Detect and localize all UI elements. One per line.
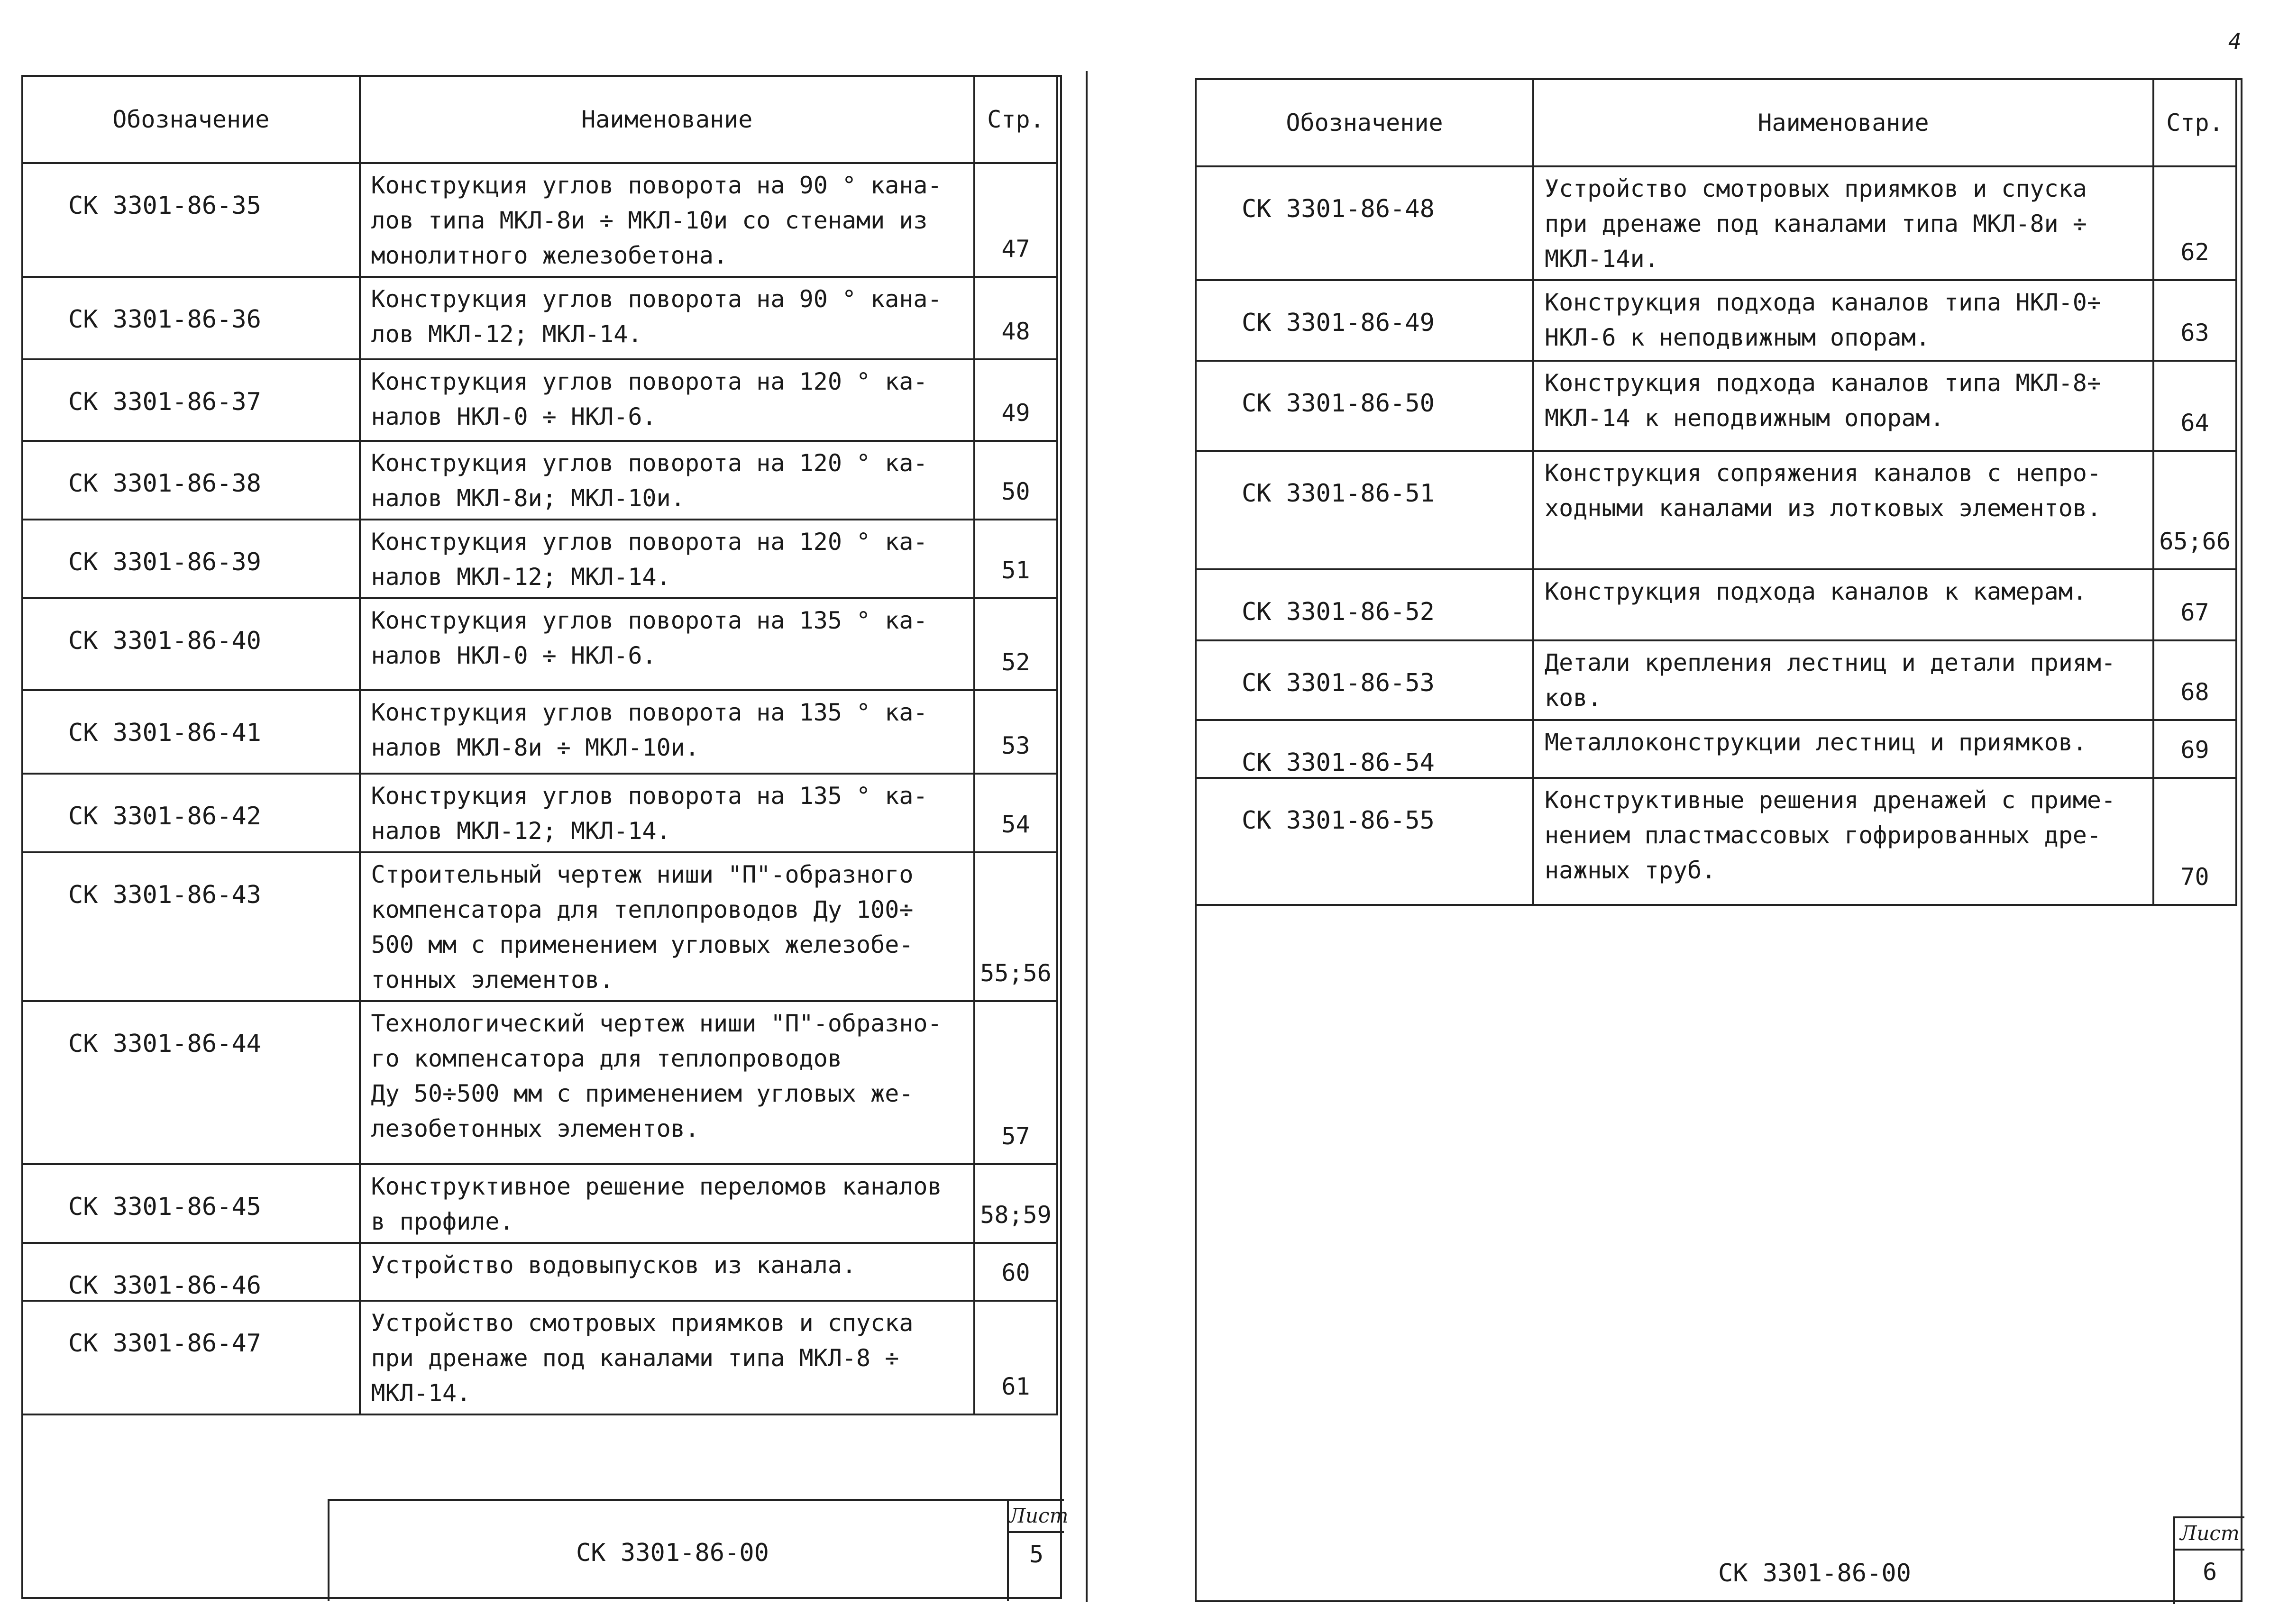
row-designation: СК 3301-86-52 bbox=[1196, 569, 1533, 640]
row-page: 51 bbox=[974, 520, 1057, 598]
row-name: Строительный чертеж ниши "П"-образного компенсатора для теплопроводов Ду 100÷ 500 мм с применением угловых железобе- тонных элементов. bbox=[360, 852, 974, 1001]
table-row bbox=[22, 1164, 1057, 1243]
table-row bbox=[1196, 778, 2236, 905]
row-name: Конструкция углов поворота на 135 ° ка- налов МКЛ-8и ÷ МКЛ-10и. bbox=[360, 690, 974, 774]
row-name: Конструкция углов поворота на 90 ° кана- лов МКЛ-12; МКЛ-14. bbox=[360, 277, 974, 359]
row-page: 52 bbox=[974, 598, 1057, 690]
row-page: 68 bbox=[2153, 640, 2236, 720]
table-row bbox=[22, 598, 1057, 690]
row-name: Конструкция подхода каналов к камерам. bbox=[1533, 569, 2153, 640]
row-page: 65;66 bbox=[2153, 451, 2236, 569]
row-name: Конструктивное решение переломов каналов в профиле. bbox=[360, 1164, 974, 1243]
row-designation: СК 3301-86-49 bbox=[1196, 280, 1533, 361]
row-designation: СК 3301-86-36 bbox=[22, 277, 360, 359]
row-page: 53 bbox=[974, 690, 1057, 774]
row-designation: СК 3301-86-48 bbox=[1196, 166, 1533, 280]
row-designation: СК 3301-86-51 bbox=[1196, 451, 1533, 569]
row-name: Конструкция углов поворота на 120 ° ка- налов НКЛ-0 ÷ НКЛ-6. bbox=[360, 359, 974, 441]
row-name: Конструкция подхода каналов типа НКЛ-0÷ НКЛ-6 к неподвижным опорам. bbox=[1533, 280, 2153, 361]
sheet-number: 6 bbox=[2202, 1558, 2217, 1586]
table-row bbox=[1196, 569, 2236, 640]
row-page: 69 bbox=[2153, 720, 2236, 778]
title-block-left bbox=[328, 1499, 1069, 1601]
row-designation: СК 3301-86-42 bbox=[22, 774, 360, 852]
table-row bbox=[22, 441, 1057, 520]
header-designation: Обозначение bbox=[1196, 79, 1533, 166]
row-designation: СК 3301-86-50 bbox=[1196, 361, 1533, 451]
row-designation: СК 3301-86-53 bbox=[1196, 640, 1533, 720]
row-designation: СК 3301-86-37 bbox=[22, 359, 360, 441]
row-page: 54 bbox=[974, 774, 1057, 852]
table-header-row bbox=[1196, 79, 2236, 166]
row-designation: СК 3301-86-40 bbox=[22, 598, 360, 690]
row-designation: СК 3301-86-39 bbox=[22, 520, 360, 598]
title-block-right bbox=[2173, 1516, 2244, 1604]
row-name: Устройство смотровых приямков и спуска при дренаже под каналами типа МКЛ-8 ÷ МКЛ-14. bbox=[360, 1301, 974, 1414]
stamp-document-code: СК 3301-86-00 bbox=[1718, 1559, 1911, 1588]
row-page: 58;59 bbox=[974, 1164, 1057, 1243]
sheet-number-box bbox=[2173, 1516, 2244, 1604]
row-designation: СК 3301-86-54 bbox=[1196, 720, 1533, 778]
row-page: 60 bbox=[974, 1243, 1057, 1301]
corner-page-mark: 4 bbox=[2228, 28, 2242, 54]
table-row bbox=[1196, 640, 2236, 720]
row-name: Конструкция углов поворота на 120 ° ка- налов МКЛ-12; МКЛ-14. bbox=[360, 520, 974, 598]
table-header-row bbox=[22, 76, 1057, 163]
row-name: Конструкция подхода каналов типа МКЛ-8÷ МКЛ-14 к неподвижным опорам. bbox=[1533, 361, 2153, 451]
table-row bbox=[1196, 451, 2236, 569]
row-page: 63 bbox=[2153, 280, 2236, 361]
sheet-number: 5 bbox=[1029, 1541, 1044, 1568]
row-page: 61 bbox=[974, 1301, 1057, 1414]
row-name: Металлоконструкции лестниц и приямков. bbox=[1533, 720, 2153, 778]
table-row bbox=[22, 1301, 1057, 1414]
row-page: 57 bbox=[974, 1001, 1057, 1164]
row-page: 64 bbox=[2153, 361, 2236, 451]
header-name: Наименование bbox=[360, 76, 974, 163]
sheet-label: Лист bbox=[1009, 1501, 1064, 1533]
table-row bbox=[22, 163, 1057, 277]
row-page: 47 bbox=[974, 163, 1057, 277]
header-page: Стр. bbox=[974, 76, 1057, 163]
contents-table-left bbox=[21, 75, 1058, 1415]
left-sheet bbox=[21, 75, 1069, 1599]
table-row bbox=[1196, 166, 2236, 280]
row-designation: СК 3301-86-41 bbox=[22, 690, 360, 774]
sheet-number-box bbox=[1007, 1501, 1069, 1601]
row-page: 70 bbox=[2153, 778, 2236, 905]
header-designation: Обозначение bbox=[22, 76, 360, 163]
table-row bbox=[22, 774, 1057, 852]
table-row bbox=[22, 1001, 1057, 1164]
row-designation: СК 3301-86-35 bbox=[22, 163, 360, 277]
row-name: Устройство водовыпусков из канала. bbox=[360, 1243, 974, 1301]
table-row bbox=[1196, 720, 2236, 778]
row-designation: СК 3301-86-47 bbox=[22, 1301, 360, 1414]
row-name: Конструкция углов поворота на 135 ° ка- налов МКЛ-12; МКЛ-14. bbox=[360, 774, 974, 852]
row-name: Устройство смотровых приямков и спуска при дренаже под каналами типа МКЛ-8и ÷ МКЛ-14и. bbox=[1533, 166, 2153, 280]
row-designation: СК 3301-86-45 bbox=[22, 1164, 360, 1243]
row-name: Детали крепления лестниц и детали приям- ков. bbox=[1533, 640, 2153, 720]
row-name: Конструкция углов поворота на 120 ° ка- налов МКЛ-8и; МКЛ-10и. bbox=[360, 441, 974, 520]
row-name: Конструкция сопряжения каналов с непро- ходными каналами из лотковых элементов. bbox=[1533, 451, 2153, 569]
stamp-document-code: СК 3301-86-00 bbox=[576, 1539, 769, 1567]
table-row bbox=[22, 277, 1057, 359]
row-page: 55;56 bbox=[974, 852, 1057, 1001]
right-sheet bbox=[1195, 78, 2242, 1602]
table-row bbox=[22, 1243, 1057, 1301]
table-row bbox=[22, 852, 1057, 1001]
table-row bbox=[1196, 361, 2236, 451]
sheet-label: Лист bbox=[2175, 1518, 2244, 1551]
row-designation: СК 3301-86-38 bbox=[22, 441, 360, 520]
row-designation: СК 3301-86-46 bbox=[22, 1243, 360, 1301]
header-page: Стр. bbox=[2153, 79, 2236, 166]
row-name: Технологический чертеж ниши "П"-образно- го компенсатора для теплопроводов Ду 50÷500 мм с применением угловых же- лезобетонных элементов. bbox=[360, 1001, 974, 1164]
row-designation: СК 3301-86-44 bbox=[22, 1001, 360, 1164]
contents-table-right bbox=[1195, 78, 2237, 906]
row-designation: СК 3301-86-43 bbox=[22, 852, 360, 1001]
row-name: Конструкция углов поворота на 90 ° кана- лов типа МКЛ-8и ÷ МКЛ-10и со стенами из монолитного железобетона. bbox=[360, 163, 974, 277]
left-margin-line bbox=[1086, 71, 1088, 1602]
row-name: Конструкция углов поворота на 135 ° ка- налов НКЛ-0 ÷ НКЛ-6. bbox=[360, 598, 974, 690]
row-name: Конструктивные решения дренажей с приме- нением пластмассовых гофрированных дре- нажных труб. bbox=[1533, 778, 2153, 905]
row-page: 49 bbox=[974, 359, 1057, 441]
table-row bbox=[22, 359, 1057, 441]
row-page: 67 bbox=[2153, 569, 2236, 640]
table-row bbox=[1196, 280, 2236, 361]
row-designation: СК 3301-86-55 bbox=[1196, 778, 1533, 905]
row-page: 50 bbox=[974, 441, 1057, 520]
row-page: 48 bbox=[974, 277, 1057, 359]
table-row bbox=[22, 520, 1057, 598]
header-name: Наименование bbox=[1533, 79, 2153, 166]
row-page: 62 bbox=[2153, 166, 2236, 280]
table-row bbox=[22, 690, 1057, 774]
